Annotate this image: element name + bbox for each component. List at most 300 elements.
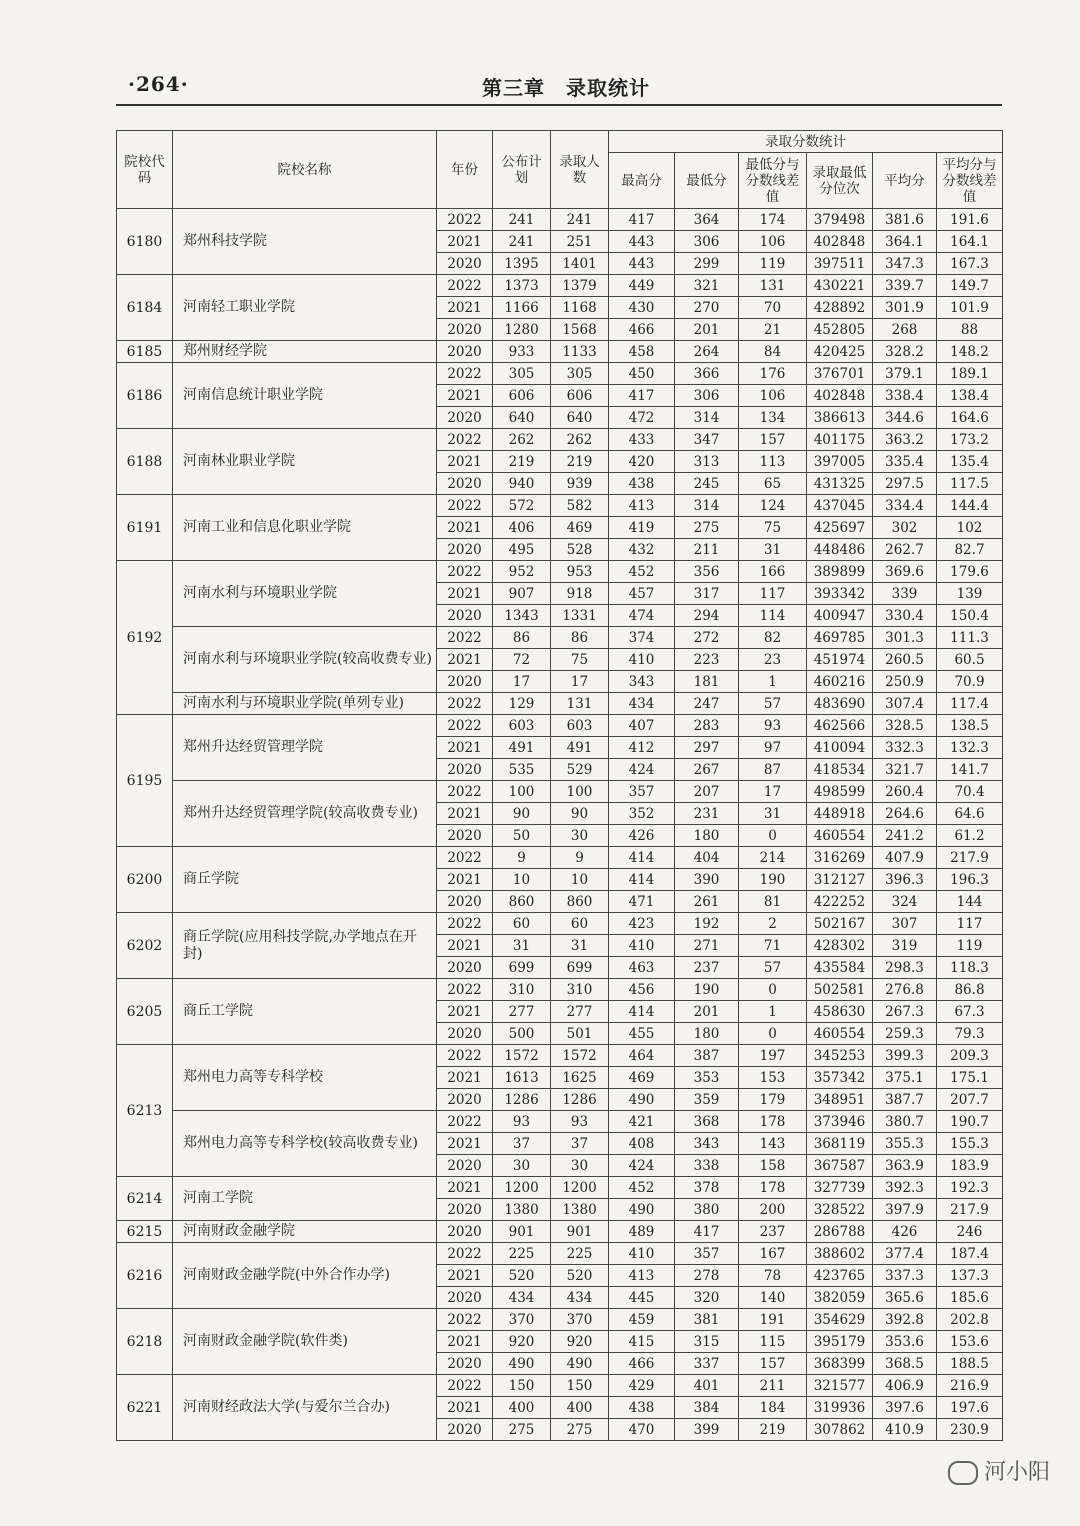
data-cell: 431325 (807, 473, 873, 495)
data-cell: 2022 (437, 1243, 493, 1265)
data-cell: 278 (675, 1265, 739, 1287)
data-cell: 1613 (493, 1067, 551, 1089)
data-cell: 262 (493, 429, 551, 451)
data-cell: 392.8 (873, 1309, 937, 1331)
data-cell: 413 (609, 1265, 675, 1287)
data-cell: 1572 (551, 1045, 609, 1067)
data-cell: 319 (873, 935, 937, 957)
data-cell: 219 (493, 451, 551, 473)
data-cell: 37 (551, 1133, 609, 1155)
data-cell: 2022 (437, 1309, 493, 1331)
data-cell: 1395 (493, 253, 551, 275)
data-cell: 197.6 (937, 1397, 1003, 1419)
data-cell: 491 (551, 737, 609, 759)
data-cell: 117.4 (937, 693, 1003, 715)
data-cell: 72 (493, 649, 551, 671)
school-code-cell: 6221 (117, 1375, 173, 1441)
data-cell: 192 (675, 913, 739, 935)
data-cell: 399 (675, 1419, 739, 1441)
header-name: 院校名称 (173, 131, 437, 209)
data-cell: 306 (675, 385, 739, 407)
data-cell: 262.7 (873, 539, 937, 561)
school-code-cell: 6191 (117, 495, 173, 561)
data-cell: 410.9 (873, 1419, 937, 1441)
header-min: 最低分 (675, 153, 739, 209)
data-cell: 314 (675, 407, 739, 429)
data-cell: 400 (493, 1397, 551, 1419)
data-cell: 414 (609, 1001, 675, 1023)
data-cell: 223 (675, 649, 739, 671)
data-cell: 920 (551, 1331, 609, 1353)
data-cell: 178 (739, 1111, 807, 1133)
data-cell: 87 (739, 759, 807, 781)
data-cell: 2022 (437, 715, 493, 737)
data-cell: 430 (609, 297, 675, 319)
data-cell: 445 (609, 1287, 675, 1309)
data-cell: 9 (551, 847, 609, 869)
data-cell: 2022 (437, 363, 493, 385)
data-cell: 952 (493, 561, 551, 583)
data-cell: 456 (609, 979, 675, 1001)
data-cell: 164.1 (937, 231, 1003, 253)
data-cell: 335.4 (873, 451, 937, 473)
data-cell: 88 (937, 319, 1003, 341)
data-cell: 84 (739, 341, 807, 363)
data-cell: 191.6 (937, 209, 1003, 231)
data-cell: 0 (739, 1023, 807, 1045)
table-row (117, 341, 1003, 363)
data-cell: 940 (493, 473, 551, 495)
data-cell: 501 (551, 1023, 609, 1045)
data-cell: 138.4 (937, 385, 1003, 407)
data-cell: 404 (675, 847, 739, 869)
data-cell: 2021 (437, 297, 493, 319)
data-cell: 294 (675, 605, 739, 627)
data-cell: 10 (493, 869, 551, 891)
data-cell: 141.7 (937, 759, 1003, 781)
data-cell: 2022 (437, 429, 493, 451)
data-cell: 2021 (437, 1265, 493, 1287)
data-cell: 102 (937, 517, 1003, 539)
data-cell: 498599 (807, 781, 873, 803)
school-name-cell: 郑州电力高等专科学校(较高收费专业) (173, 1111, 437, 1177)
data-cell: 2022 (437, 847, 493, 869)
data-cell: 2022 (437, 495, 493, 517)
data-cell: 241.2 (873, 825, 937, 847)
data-cell: 426 (609, 825, 675, 847)
data-cell: 2022 (437, 627, 493, 649)
data-cell: 315 (675, 1331, 739, 1353)
data-cell: 184 (739, 1397, 807, 1419)
data-cell: 396.3 (873, 869, 937, 891)
data-cell: 489 (609, 1221, 675, 1243)
table-row (117, 1375, 1003, 1397)
data-cell: 424 (609, 759, 675, 781)
data-cell: 2020 (437, 1419, 493, 1441)
data-cell: 417 (609, 209, 675, 231)
data-cell: 297 (675, 737, 739, 759)
data-cell: 528 (551, 539, 609, 561)
data-cell: 395179 (807, 1331, 873, 1353)
data-cell: 75 (551, 649, 609, 671)
data-cell: 324 (873, 891, 937, 913)
table-row (117, 693, 1003, 715)
data-cell: 79.3 (937, 1023, 1003, 1045)
header-avg-diff: 平均分与分数线差值 (937, 153, 1003, 209)
data-cell: 459 (609, 1309, 675, 1331)
data-cell: 417 (675, 1221, 739, 1243)
header-admitted: 录取人数 (551, 131, 609, 209)
data-cell: 307 (873, 913, 937, 935)
data-cell: 363.2 (873, 429, 937, 451)
data-cell: 412 (609, 737, 675, 759)
data-cell: 217.9 (937, 847, 1003, 869)
data-cell: 490 (551, 1353, 609, 1375)
data-cell: 71 (739, 935, 807, 957)
data-cell: 933 (493, 341, 551, 363)
data-cell: 455 (609, 1023, 675, 1045)
data-cell: 191 (739, 1309, 807, 1331)
data-cell: 2020 (437, 1221, 493, 1243)
school-name-cell: 商丘工学院 (173, 979, 437, 1045)
data-cell: 438 (609, 473, 675, 495)
data-cell: 2022 (437, 1111, 493, 1133)
data-cell: 373946 (807, 1111, 873, 1133)
data-cell: 2020 (437, 759, 493, 781)
data-cell: 31 (551, 935, 609, 957)
school-name-cell: 河南水利与环境职业学院(较高收费专业) (173, 627, 437, 693)
data-cell: 379498 (807, 209, 873, 231)
data-cell: 67.3 (937, 1001, 1003, 1023)
data-cell: 225 (493, 1243, 551, 1265)
data-cell: 2021 (437, 1177, 493, 1199)
data-cell: 302 (873, 517, 937, 539)
data-cell: 463 (609, 957, 675, 979)
data-cell: 339 (873, 583, 937, 605)
data-cell: 286788 (807, 1221, 873, 1243)
data-cell: 2021 (437, 803, 493, 825)
data-cell: 381 (675, 1309, 739, 1331)
data-cell: 2020 (437, 341, 493, 363)
data-cell: 264.6 (873, 803, 937, 825)
data-cell: 0 (739, 825, 807, 847)
data-cell: 60 (551, 913, 609, 935)
data-cell: 430221 (807, 275, 873, 297)
data-cell: 379.1 (873, 363, 937, 385)
table-row (117, 1243, 1003, 1265)
table-row (117, 1045, 1003, 1067)
data-cell: 378 (675, 1177, 739, 1199)
data-cell: 100 (493, 781, 551, 803)
data-cell: 375.1 (873, 1067, 937, 1089)
data-cell: 2021 (437, 649, 493, 671)
data-cell: 196.3 (937, 869, 1003, 891)
data-cell: 111.3 (937, 627, 1003, 649)
data-cell: 1380 (551, 1199, 609, 1221)
data-cell: 225 (551, 1243, 609, 1265)
data-cell: 320 (675, 1287, 739, 1309)
data-cell: 276.8 (873, 979, 937, 1001)
data-cell: 2 (739, 913, 807, 935)
data-cell: 321 (675, 275, 739, 297)
data-cell: 860 (551, 891, 609, 913)
data-cell: 344.6 (873, 407, 937, 429)
school-code-cell: 6215 (117, 1221, 173, 1243)
school-name-cell: 河南水利与环境职业学院 (173, 561, 437, 627)
data-cell: 30 (551, 825, 609, 847)
data-cell: 65 (739, 473, 807, 495)
data-cell: 572 (493, 495, 551, 517)
data-cell: 474 (609, 605, 675, 627)
data-cell: 2021 (437, 451, 493, 473)
data-cell: 207 (675, 781, 739, 803)
data-cell: 135.4 (937, 451, 1003, 473)
data-cell: 400947 (807, 605, 873, 627)
data-cell: 386613 (807, 407, 873, 429)
data-cell: 30 (551, 1155, 609, 1177)
data-cell: 425697 (807, 517, 873, 539)
admission-statistics-table (116, 130, 1003, 1441)
data-cell: 185.6 (937, 1287, 1003, 1309)
data-cell: 321.7 (873, 759, 937, 781)
data-cell: 219 (551, 451, 609, 473)
data-cell: 100 (551, 781, 609, 803)
data-cell: 86 (551, 627, 609, 649)
data-cell: 2020 (437, 319, 493, 341)
data-cell: 443 (609, 231, 675, 253)
data-cell: 299 (675, 253, 739, 275)
data-cell: 428302 (807, 935, 873, 957)
data-cell: 17 (493, 671, 551, 693)
data-cell: 352 (609, 803, 675, 825)
data-cell: 231 (675, 803, 739, 825)
data-cell: 500 (493, 1023, 551, 1045)
data-cell: 529 (551, 759, 609, 781)
data-cell: 117.5 (937, 473, 1003, 495)
data-cell: 435584 (807, 957, 873, 979)
data-cell: 407.9 (873, 847, 937, 869)
data-cell: 1568 (551, 319, 609, 341)
data-cell: 582 (551, 495, 609, 517)
data-cell: 2021 (437, 869, 493, 891)
table-body (117, 209, 1003, 1441)
data-cell: 402848 (807, 385, 873, 407)
table-row (117, 1111, 1003, 1133)
data-cell: 400 (551, 1397, 609, 1419)
data-cell: 399.3 (873, 1045, 937, 1067)
data-cell: 1 (739, 1001, 807, 1023)
data-cell: 2020 (437, 957, 493, 979)
data-cell: 117 (937, 913, 1003, 935)
data-cell: 61.2 (937, 825, 1003, 847)
data-cell: 422252 (807, 891, 873, 913)
data-cell: 175.1 (937, 1067, 1003, 1089)
table-row (117, 209, 1003, 231)
data-cell: 466 (609, 1353, 675, 1375)
data-cell: 520 (551, 1265, 609, 1287)
data-cell: 119 (739, 253, 807, 275)
data-cell: 466 (609, 319, 675, 341)
data-cell: 535 (493, 759, 551, 781)
data-cell: 230.9 (937, 1419, 1003, 1441)
data-cell: 1168 (551, 297, 609, 319)
data-cell: 211 (739, 1375, 807, 1397)
data-cell: 2020 (437, 1287, 493, 1309)
data-cell: 148.2 (937, 341, 1003, 363)
data-cell: 2022 (437, 209, 493, 231)
data-cell: 1286 (551, 1089, 609, 1111)
data-cell: 2020 (437, 825, 493, 847)
data-cell: 490 (493, 1353, 551, 1375)
data-cell: 2021 (437, 517, 493, 539)
data-cell: 2022 (437, 693, 493, 715)
data-cell: 306 (675, 231, 739, 253)
data-cell: 192.3 (937, 1177, 1003, 1199)
data-cell: 200 (739, 1199, 807, 1221)
data-cell: 144.4 (937, 495, 1003, 517)
data-cell: 129 (493, 693, 551, 715)
school-name-cell: 河南工学院 (173, 1177, 437, 1221)
data-cell: 417 (609, 385, 675, 407)
data-cell: 275 (551, 1419, 609, 1441)
data-cell: 402848 (807, 231, 873, 253)
school-code-cell: 6186 (117, 363, 173, 429)
data-cell: 106 (739, 385, 807, 407)
data-cell: 343 (675, 1133, 739, 1155)
data-cell: 86 (493, 627, 551, 649)
data-cell: 2022 (437, 979, 493, 1001)
data-cell: 1625 (551, 1067, 609, 1089)
data-cell: 369.6 (873, 561, 937, 583)
data-cell: 216.9 (937, 1375, 1003, 1397)
data-cell: 214 (739, 847, 807, 869)
data-cell: 347.3 (873, 253, 937, 275)
header-rule (116, 104, 1002, 106)
data-cell: 1200 (551, 1177, 609, 1199)
data-cell: 366 (675, 363, 739, 385)
data-cell: 901 (551, 1221, 609, 1243)
data-cell: 167.3 (937, 253, 1003, 275)
data-cell: 180 (675, 825, 739, 847)
data-cell: 495 (493, 539, 551, 561)
data-cell: 241 (551, 209, 609, 231)
data-cell: 267.3 (873, 1001, 937, 1023)
data-cell: 270 (675, 297, 739, 319)
data-cell: 138.5 (937, 715, 1003, 737)
data-cell: 472 (609, 407, 675, 429)
data-cell: 176 (739, 363, 807, 385)
data-cell: 640 (551, 407, 609, 429)
data-cell: 353 (675, 1067, 739, 1089)
data-cell: 368399 (807, 1353, 873, 1375)
data-cell: 23 (739, 649, 807, 671)
data-cell: 603 (493, 715, 551, 737)
data-cell: 93 (551, 1111, 609, 1133)
data-cell: 86.8 (937, 979, 1003, 1001)
data-cell: 438 (609, 1397, 675, 1419)
data-cell: 101.9 (937, 297, 1003, 319)
data-cell: 410 (609, 649, 675, 671)
data-cell: 131 (739, 275, 807, 297)
data-cell: 387 (675, 1045, 739, 1067)
data-cell: 305 (493, 363, 551, 385)
data-cell: 189.1 (937, 363, 1003, 385)
table-row (117, 1177, 1003, 1199)
data-cell: 451974 (807, 649, 873, 671)
data-cell: 2021 (437, 1133, 493, 1155)
data-cell: 245 (675, 473, 739, 495)
data-cell: 338 (675, 1155, 739, 1177)
data-cell: 1 (739, 671, 807, 693)
data-cell: 57 (739, 957, 807, 979)
data-cell: 117 (739, 583, 807, 605)
data-cell: 264 (675, 341, 739, 363)
data-cell: 363.9 (873, 1155, 937, 1177)
data-cell: 167 (739, 1243, 807, 1265)
data-cell: 31 (739, 803, 807, 825)
data-cell: 420 (609, 451, 675, 473)
data-cell: 2021 (437, 385, 493, 407)
school-name-cell: 河南水利与环境职业学院(单列专业) (173, 693, 437, 715)
data-cell: 345253 (807, 1045, 873, 1067)
data-cell: 181 (675, 671, 739, 693)
data-cell: 907 (493, 583, 551, 605)
watermark-text: 河小阳 (983, 1460, 1050, 1485)
data-cell: 443 (609, 253, 675, 275)
table-row (117, 847, 1003, 869)
data-cell: 502167 (807, 913, 873, 935)
data-cell: 90 (493, 803, 551, 825)
data-cell: 410 (609, 935, 675, 957)
data-cell: 418534 (807, 759, 873, 781)
data-cell: 460554 (807, 1023, 873, 1045)
data-cell: 606 (551, 385, 609, 407)
school-code-cell: 6184 (117, 275, 173, 341)
data-cell: 1379 (551, 275, 609, 297)
data-cell: 426 (873, 1221, 937, 1243)
data-cell: 241 (493, 231, 551, 253)
school-code-cell: 6192 (117, 561, 173, 715)
data-cell: 483690 (807, 693, 873, 715)
data-cell: 2020 (437, 253, 493, 275)
data-cell: 328522 (807, 1199, 873, 1221)
school-code-cell: 6213 (117, 1045, 173, 1177)
data-cell: 78 (739, 1265, 807, 1287)
wechat-icon (948, 1461, 978, 1485)
data-cell: 297.5 (873, 473, 937, 495)
school-code-cell: 6216 (117, 1243, 173, 1309)
data-cell: 1200 (493, 1177, 551, 1199)
data-cell: 397511 (807, 253, 873, 275)
data-cell: 314 (675, 495, 739, 517)
table-row (117, 363, 1003, 385)
data-cell: 1343 (493, 605, 551, 627)
data-cell: 272 (675, 627, 739, 649)
school-code-cell: 6205 (117, 979, 173, 1045)
data-cell: 384 (675, 1397, 739, 1419)
data-cell: 380 (675, 1199, 739, 1221)
data-cell: 115 (739, 1331, 807, 1353)
data-cell: 365.6 (873, 1287, 937, 1309)
data-cell: 10 (551, 869, 609, 891)
data-cell: 310 (493, 979, 551, 1001)
school-name-cell: 河南财政金融学院 (173, 1221, 437, 1243)
data-cell: 2020 (437, 473, 493, 495)
data-cell: 260.5 (873, 649, 937, 671)
data-cell: 70.4 (937, 781, 1003, 803)
data-cell: 271 (675, 935, 739, 957)
header-year: 年份 (437, 131, 493, 209)
